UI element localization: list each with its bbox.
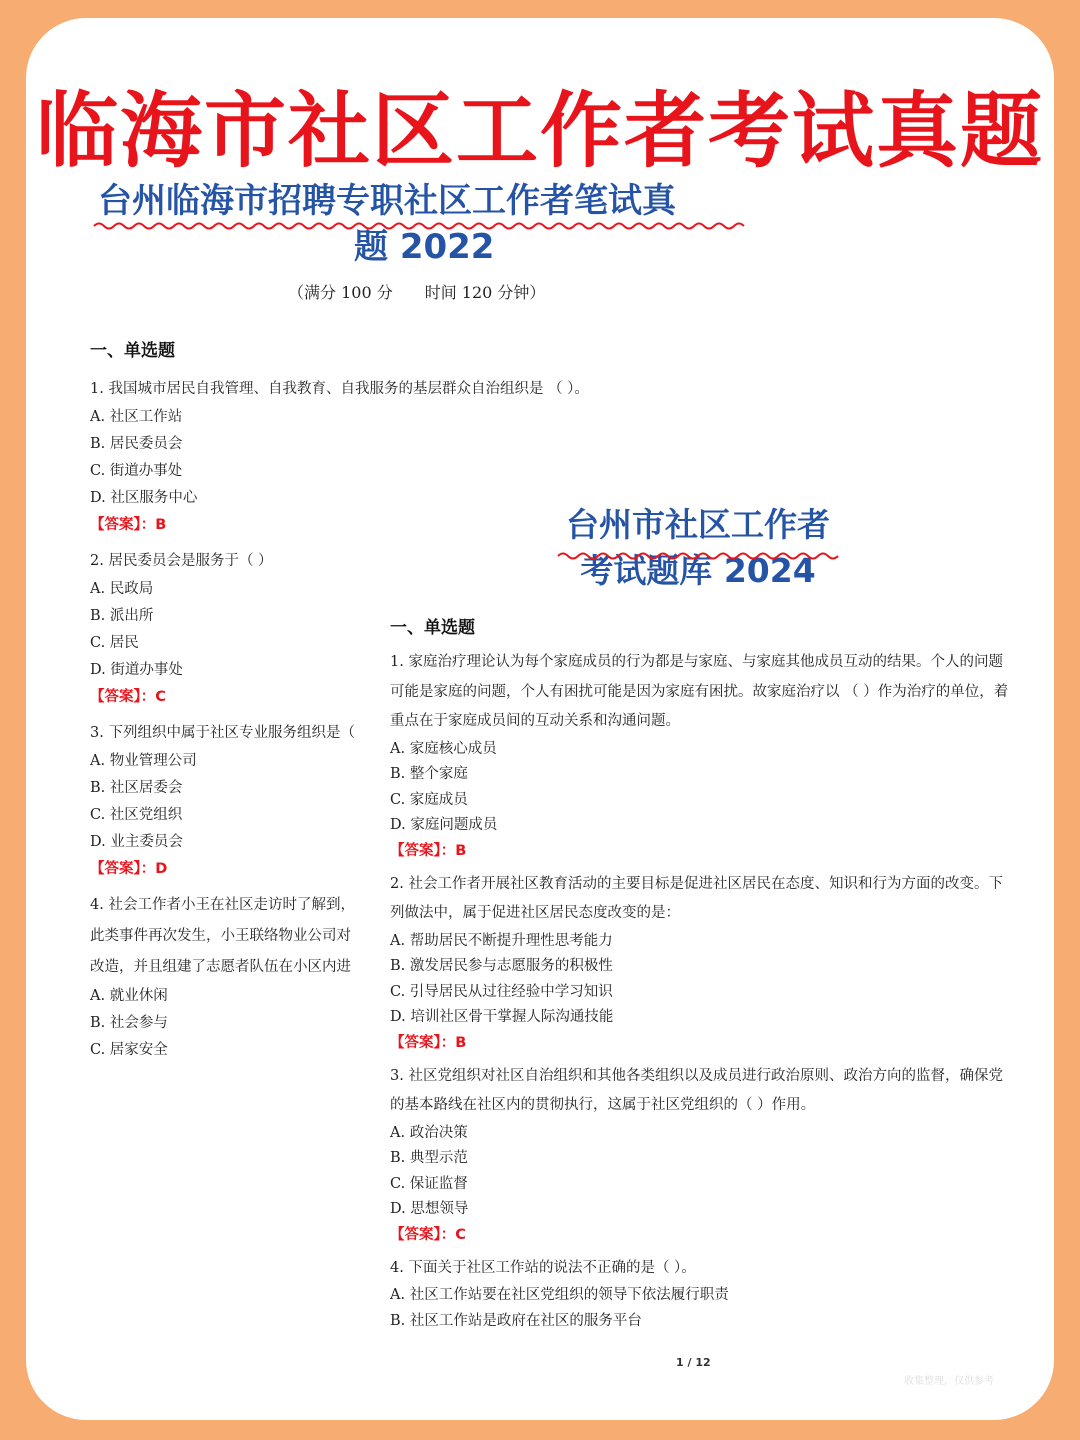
answer: 【答案】：C (90, 689, 166, 705)
paper2-section-title: 一、单选题 (390, 618, 475, 638)
question-text: 4. 下面关于社区工作站的说法不正确的是（ ）。 (390, 1259, 696, 1276)
option: D. 业主委员会 (90, 834, 183, 850)
exam-meta (288, 280, 577, 303)
option: C. 社区党组织 (90, 807, 183, 823)
option: B. 社区居委会 (90, 780, 183, 796)
answer: 【答案】：B (390, 1034, 467, 1051)
option: B. 社区工作站是政府在社区的服务平台 (390, 1312, 642, 1329)
question-text: 3. 社区党组织对社区自治组织和其他各类组织以及成员进行政治原则、政治方向的监督，确保党的基本路线在社区内的贯彻执行，这属于社区党组织的（ ）作用。 (390, 1067, 1003, 1113)
option: C. 引导居民从过往经验中学习知识 (390, 983, 613, 1000)
paper1-section-title: 一、单选题 (90, 341, 175, 361)
question-block (90, 374, 589, 546)
answer: 【答案】：B (390, 842, 467, 859)
option: D. 社区服务中心 (90, 490, 198, 506)
option: D. 思想领导 (390, 1201, 469, 1217)
question-text: 1. 我国城市居民自我管理、自我教育、自我服务的基层群众自治组织是 （ ）。 (90, 381, 589, 397)
question-block (390, 870, 1030, 1062)
option: D. 街道办事处 (90, 662, 183, 678)
answer: 【答案】：C (390, 1226, 466, 1243)
wavy-underline (94, 221, 744, 231)
option: B. 居民委员会 (90, 436, 183, 452)
question-text-line: 改造，并且组建了志愿者队伍在小区内进 (90, 959, 351, 975)
option: B. 社会参与 (90, 1015, 168, 1031)
answer: 【答案】：B (90, 517, 167, 533)
option: C. 街道办事处 (90, 463, 183, 479)
option: A. 家庭核心成员 (390, 740, 497, 757)
paper1-title-line1: 台州临海市招聘专职社区工作者笔试真 (98, 181, 676, 221)
option: B. 激发居民参与志愿服务的积极性 (390, 958, 613, 974)
option: A. 民政局 (90, 581, 154, 597)
option: A. 政治决策 (390, 1124, 468, 1141)
question-text: 2. 社会工作者开展社区教育活动的主要目标是促进社区居民在态度、知识和行为方面的改变。下列做法中，属于促进社区居民态度改变的是： (390, 875, 1003, 921)
question-text: 3. 下列组织中属于社区专业服务组织是（ (90, 725, 355, 741)
question-block (390, 1062, 1030, 1254)
paper1-title-line2: 题 2022 (354, 227, 495, 267)
question-block (90, 546, 378, 718)
option: B. 典型示范 (390, 1150, 468, 1166)
option: A. 社区工作站 (90, 409, 183, 425)
option: C. 保证监督 (390, 1175, 468, 1192)
option: C. 居民 (90, 635, 139, 651)
option: C. 居家安全 (90, 1042, 168, 1058)
question-block (390, 648, 1030, 870)
option: A. 就业休闲 (90, 988, 168, 1004)
wavy-underline (558, 551, 838, 561)
question-text: 2. 居民委员会是服务于（ ） (90, 553, 273, 569)
question-text-line: 4. 社会工作者小王在社区走访时了解到， (90, 897, 355, 913)
question-text-line: 此类事件再次发生，小王联络物业公司对 (90, 928, 351, 944)
full-score: （满分 100 分 (288, 283, 393, 302)
option: A. 社区工作站要在社区党组织的领导下依法履行职责 (390, 1287, 729, 1303)
watermark: 收集整理，仅供参考 (904, 1376, 994, 1387)
page-card (26, 18, 1054, 1420)
paper2-title-line1: 台州市社区工作者 (566, 505, 830, 544)
paper2-questions (390, 648, 1030, 1334)
answer: 【答案】：D (90, 861, 168, 877)
page-number: 1 / 12 (676, 1356, 711, 1369)
question-block (390, 1254, 1030, 1335)
question-block (90, 890, 378, 1064)
paper2-title (546, 502, 850, 594)
main-title: 临海市社区工作者考试真题 (35, 84, 1044, 179)
question-text: 1. 家庭治疗理论认为每个家庭成员的行为都是与家庭、与家庭其他成员互动的结果。个人的问题可能是家庭的问题，个人有困扰可能是因为家庭有困扰。故家庭治疗以 （ ）作为治疗的单位，着重点在于家庭成员间的互动关系和沟通问题。 (390, 654, 1009, 729)
option: C. 家庭成员 (390, 791, 468, 808)
option: A. 物业管理公司 (90, 753, 197, 769)
option: D. 家庭问题成员 (390, 817, 498, 833)
option: B. 整个家庭 (390, 766, 468, 782)
option: D. 培训社区骨干掌握人际沟通技能 (390, 1009, 614, 1025)
paper2-title-line2: 考试题库 2024 (580, 551, 816, 590)
question-block (90, 718, 378, 890)
exam-time: 时间 120 分钟） (424, 283, 546, 302)
option: A. 帮助居民不断提升理性思考能力 (390, 932, 613, 949)
option: B. 派出所 (90, 608, 154, 624)
